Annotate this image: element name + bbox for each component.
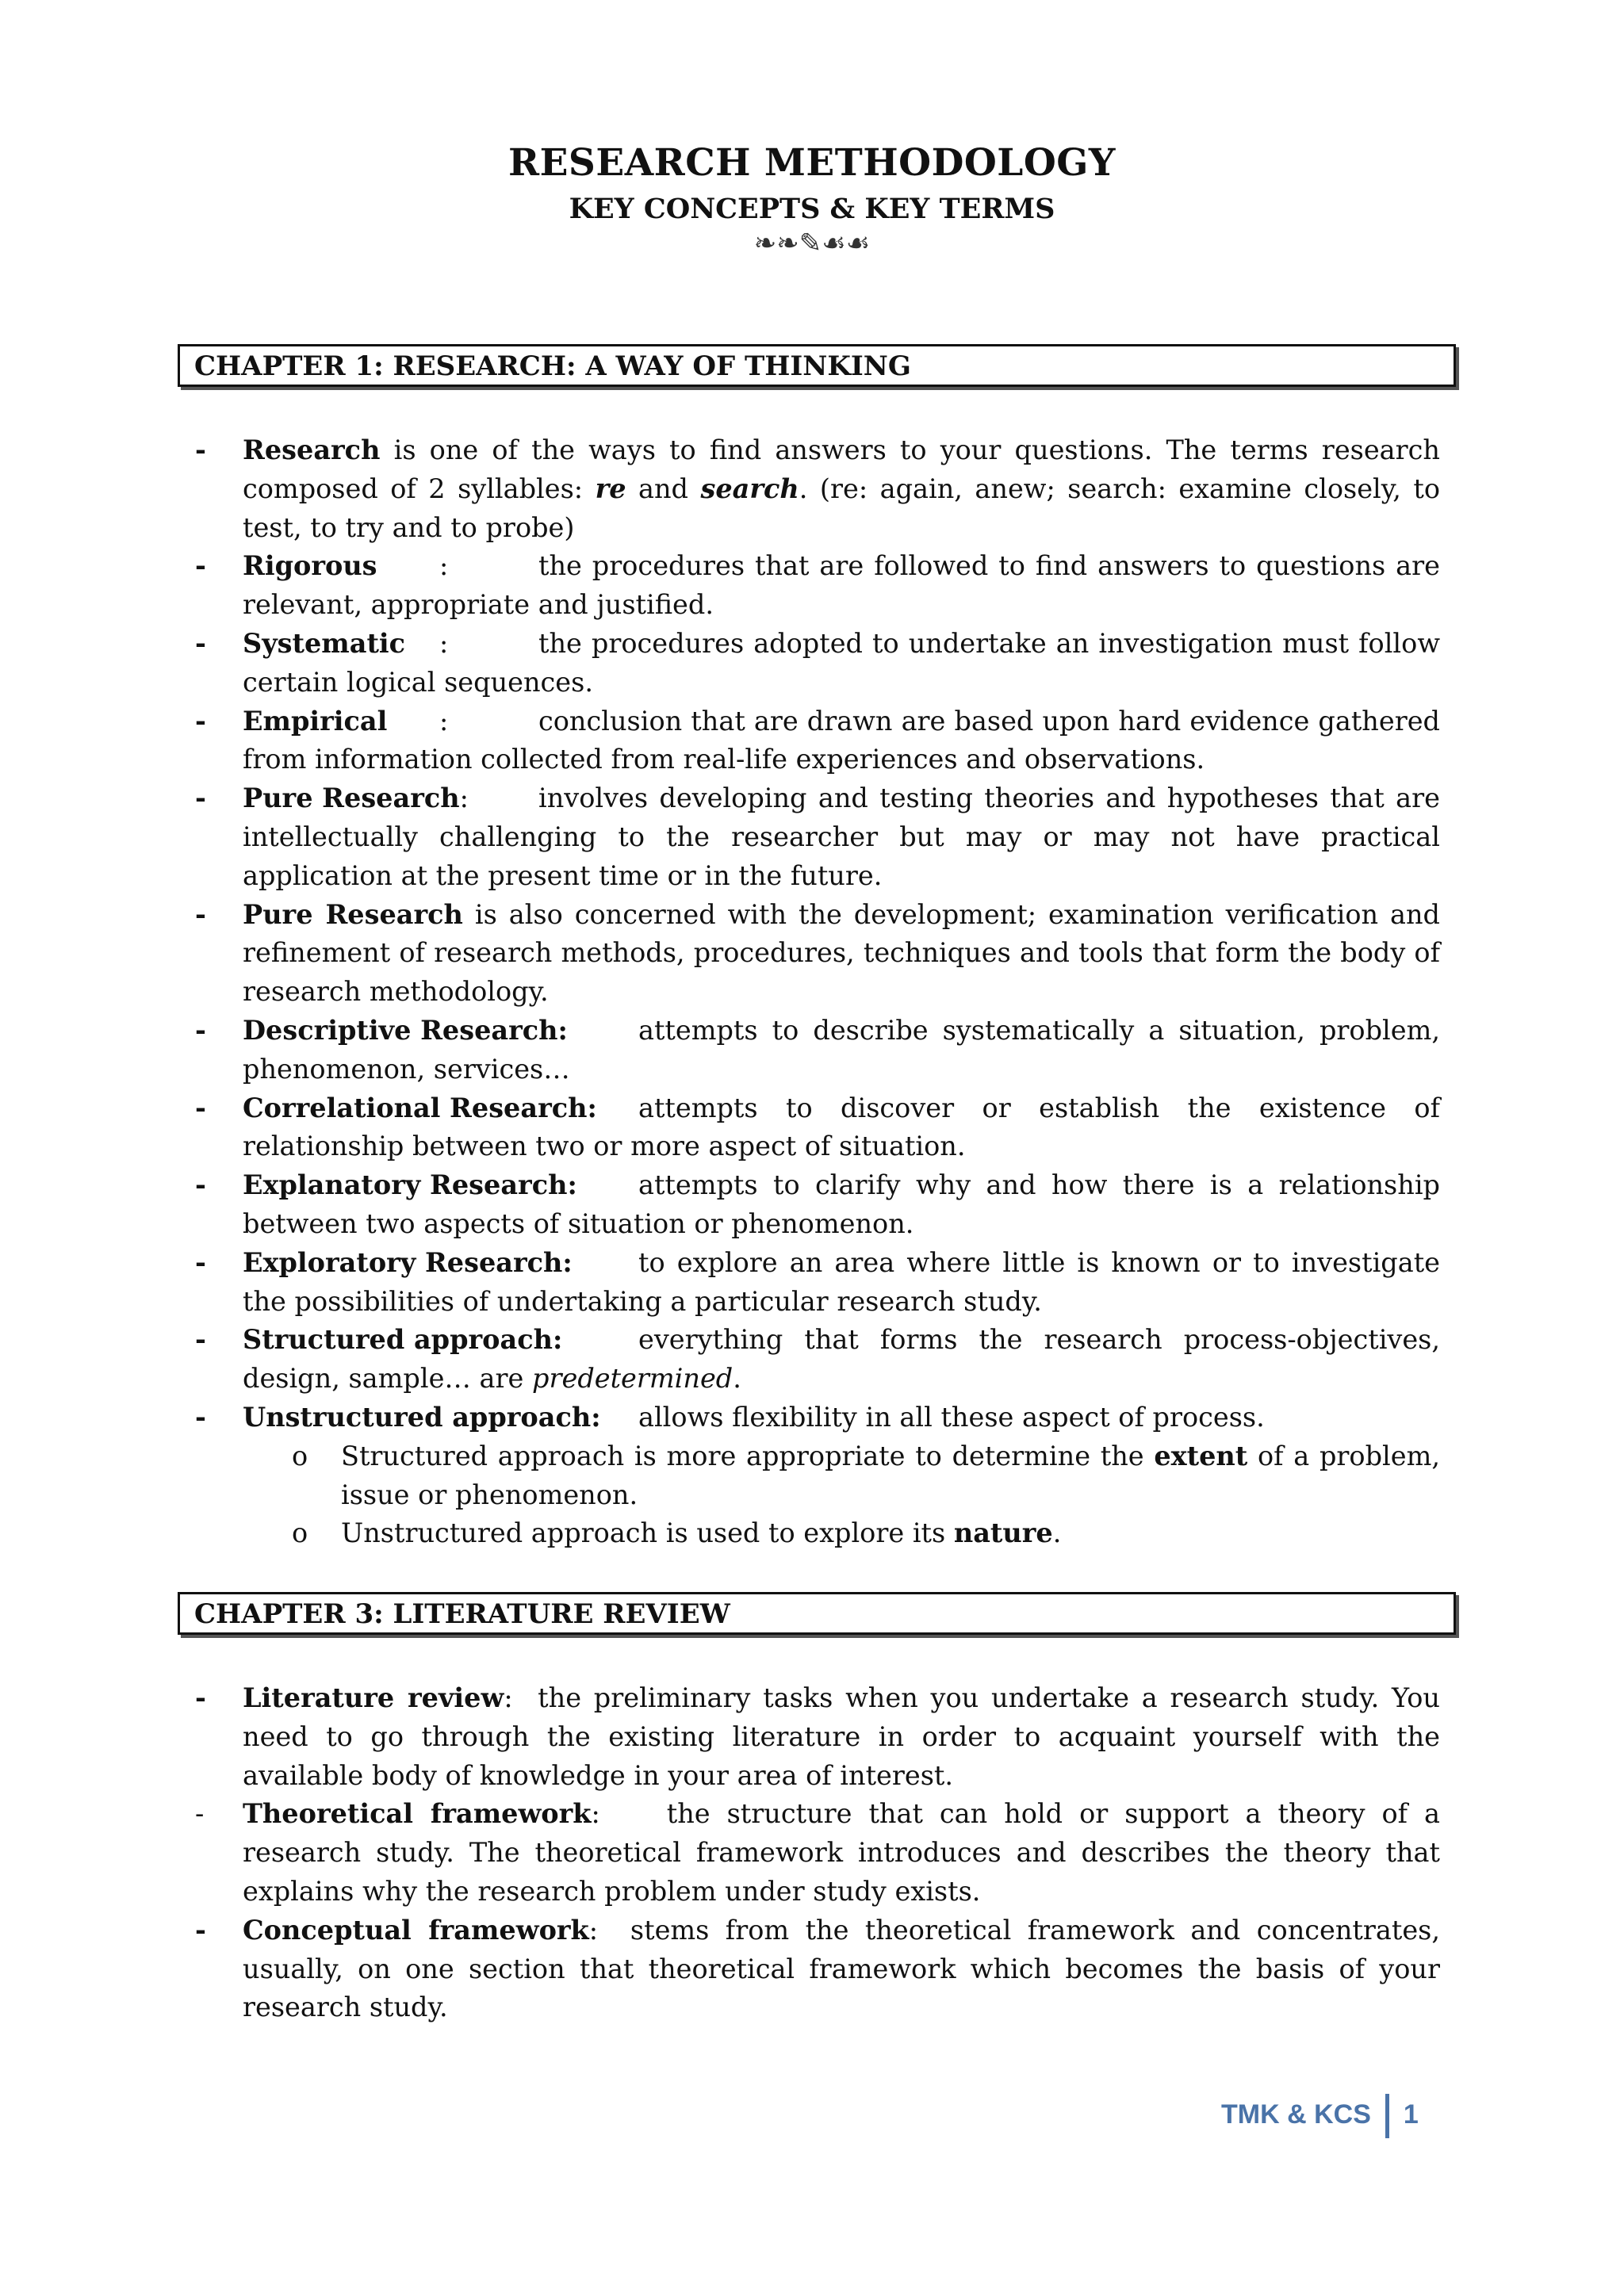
- sub-item-text: Structured approach is more appropriate to determine the: [341, 1440, 1155, 1471]
- list-item: [195, 1795, 1449, 1911]
- definition: is also concerned with the development; examination verification and refinement of research methods, procedures, techniques and tools that form the body of research methodology.: [243, 898, 1440, 1008]
- list-item: [195, 1244, 1440, 1322]
- term: Correlational Research:: [243, 1092, 597, 1123]
- definition: attempts to discover or establish the existence of relationship between two or more aspect of situation.: [243, 1092, 1440, 1162]
- list-item: [195, 625, 1440, 702]
- definition: allows flexibility in all these aspect of process.: [638, 1401, 1265, 1433]
- definition: the preliminary tasks when you undertake a research study. You need to go through the existing literature in order to acquaint yourself with the available body of knowledge in your area of interest.: [243, 1682, 1449, 1791]
- separator: :: [588, 1914, 599, 1946]
- dash-bullet: -: [195, 1014, 206, 1046]
- dash-bullet: -: [195, 1914, 206, 1946]
- separator: :: [439, 627, 449, 659]
- term: Empirical: [243, 705, 388, 737]
- emphasis: re: [595, 473, 626, 504]
- definition: and: [626, 473, 701, 504]
- dash-bullet: -: [195, 1682, 206, 1713]
- sub-item-text: .: [1052, 1517, 1062, 1549]
- list-item: [195, 1166, 1440, 1244]
- emphasis: extent: [1154, 1440, 1248, 1471]
- list-item: [195, 1089, 1440, 1167]
- sub-list-item: [292, 1437, 1440, 1515]
- definition: to explore an area where little is known or to investigate the possibilities of undertaking a particular research study.: [243, 1246, 1440, 1317]
- emphasis: predetermined: [532, 1363, 733, 1395]
- dash-bullet: -: [195, 705, 206, 737]
- separator: :: [591, 1798, 600, 1830]
- term: Explanatory Research:: [243, 1169, 577, 1201]
- term: Conceptual framework: [243, 1914, 589, 1946]
- dash-bullet: -: [195, 898, 206, 930]
- chapter-1-list: [195, 431, 1440, 1553]
- term: Theoretical framework: [243, 1798, 592, 1830]
- dash-bullet: -: [195, 1401, 206, 1433]
- definition: stems from the theoretical framework and concentrates, usually, on one section that theoretical framework which becomes the basis of your research study.: [243, 1914, 1449, 2023]
- definition: is one of the ways to find answers to your questions. The terms research composed of 2 syllables:: [243, 434, 1440, 504]
- separator: :: [459, 783, 469, 814]
- term: Rigorous: [243, 550, 377, 582]
- term: Descriptive Research:: [243, 1014, 568, 1046]
- emphasis: nature: [953, 1517, 1053, 1549]
- separator: :: [439, 550, 449, 582]
- page-title: RESEARCH METHODOLOGY: [508, 141, 1116, 185]
- definition: the structure that can hold or support a theory of a research study. The theoretical framework introduces and describes the theory that explains why the research problem under study exists.: [243, 1798, 1449, 1907]
- chapter-1-heading: CHAPTER 1: RESEARCH: A WAY OF THINKING: [178, 344, 1456, 387]
- page-number: 1: [1403, 2099, 1419, 2130]
- emphasis: search: [700, 473, 799, 504]
- term: Pure Research: [243, 898, 463, 930]
- list-item: [195, 547, 1440, 625]
- list-item: [195, 1012, 1440, 1089]
- definition: the procedures that are followed to find answers to questions are relevant, appropriate and justified.: [243, 550, 1440, 621]
- list-item: [195, 1679, 1449, 1795]
- circle-bullet-icon: o: [292, 1517, 308, 1549]
- sub-list-item: [292, 1514, 1440, 1553]
- dash-bullet: -: [195, 783, 206, 814]
- term: Exploratory Research:: [243, 1246, 573, 1278]
- term: Literature review: [243, 1682, 504, 1713]
- dash-bullet: -: [195, 1246, 206, 1278]
- dash-bullet: -: [195, 1324, 206, 1356]
- definition: the procedures adopted to undertake an investigation must follow certain logical sequences.: [243, 627, 1440, 698]
- definition: . (re: again, anew; search: examine closely, to test, to try and to probe): [243, 473, 1440, 543]
- list-item: [195, 896, 1440, 1012]
- term: Pure Research: [243, 783, 460, 814]
- term: Research: [243, 434, 381, 465]
- definition: conclusion that are drawn are based upon hard evidence gathered from information collected from real-life experiences and observations.: [243, 705, 1440, 775]
- list-item: [195, 431, 1440, 547]
- dash-bullet: -: [195, 1092, 206, 1123]
- definition: everything that forms the research process-objectives, design, sample… are: [243, 1324, 1440, 1395]
- chapter-3-list: [195, 1679, 1449, 2027]
- dash-bullet: -: [195, 550, 206, 582]
- dash-bullet: -: [195, 1798, 205, 1830]
- definition: attempts to describe systematically a situation, problem, phenomenon, services…: [243, 1014, 1440, 1085]
- term: Structured approach:: [243, 1324, 563, 1356]
- definition: .: [733, 1363, 741, 1395]
- dash-bullet: -: [195, 434, 206, 465]
- list-item: [195, 1321, 1440, 1399]
- sub-item-text: of a problem, issue or phenomenon.: [341, 1440, 1440, 1510]
- page-footer: [1221, 2091, 1419, 2137]
- page-subtitle: KEY CONCEPTS & KEY TERMS: [569, 193, 1055, 225]
- definition: attempts to clarify why and how there is a relationship between two aspects of situation or phenomenon.: [243, 1169, 1440, 1239]
- separator: :: [439, 705, 449, 737]
- chapter-3-heading: CHAPTER 3: LITERATURE REVIEW: [178, 1592, 1456, 1635]
- list-item: [195, 1911, 1449, 2027]
- term: Systematic: [243, 627, 406, 659]
- sub-item-text: Unstructured approach is used to explore its: [341, 1517, 954, 1549]
- ornament-divider-icon: ❧❧✎☙☙: [753, 228, 871, 259]
- dash-bullet: -: [195, 1169, 206, 1201]
- list-item: [195, 779, 1440, 895]
- term: Unstructured approach:: [243, 1401, 601, 1433]
- separator: :: [504, 1682, 513, 1713]
- footer-label: TMK & KCS: [1221, 2099, 1371, 2130]
- list-item: [195, 1399, 1440, 1437]
- dash-bullet: -: [195, 627, 206, 659]
- definition: involves developing and testing theories and hypotheses that are intellectually challenging to the researcher but may or may not have practical application at the present time or in the future.: [243, 783, 1440, 891]
- footer-divider: [1385, 2094, 1389, 2138]
- circle-bullet-icon: o: [292, 1440, 308, 1471]
- list-item: [195, 702, 1440, 780]
